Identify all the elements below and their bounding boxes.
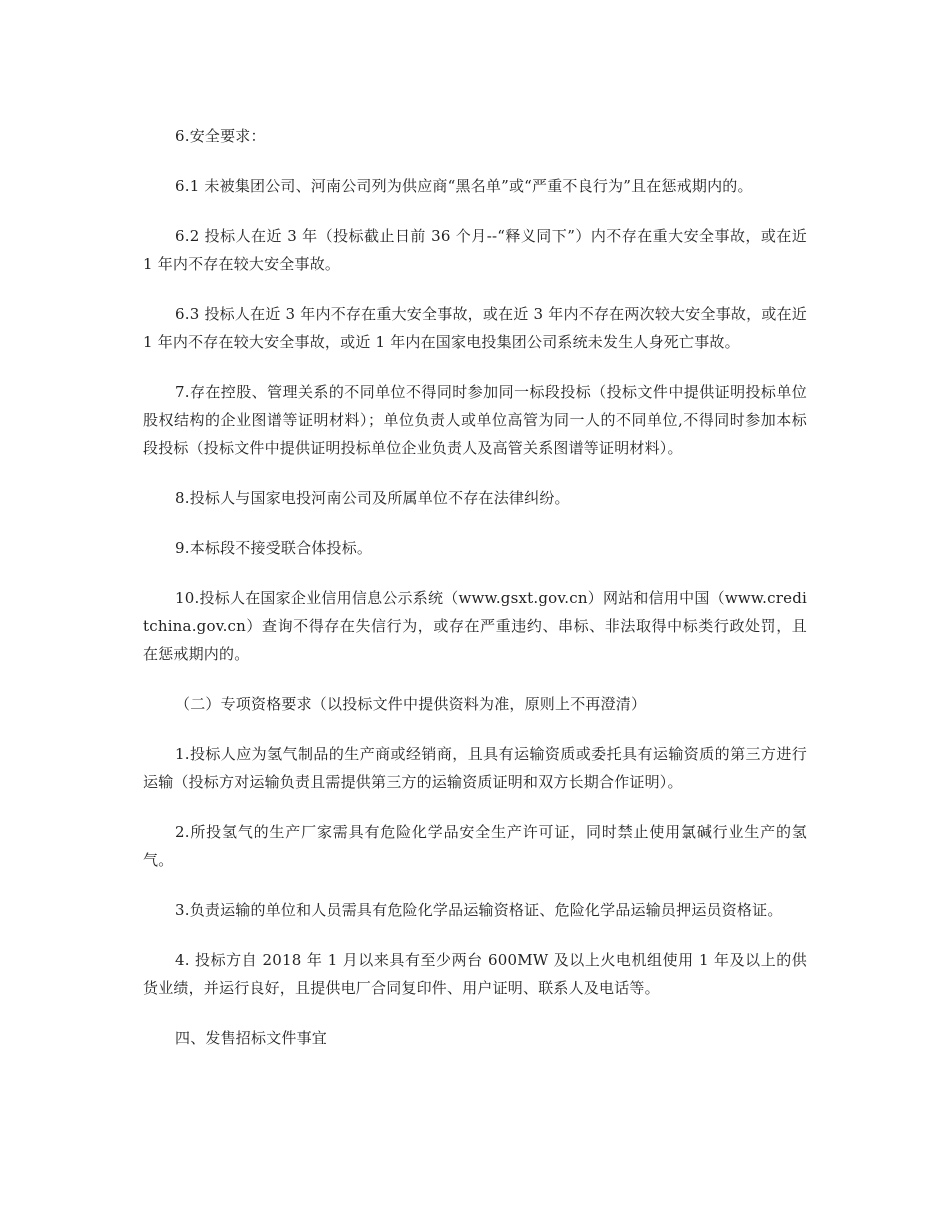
section-four-tender-sale: 四、发售招标文件事宜 xyxy=(175,1029,328,1047)
paragraph-9-no-consortium: 9.本标段不接受联合体投标。 xyxy=(175,539,373,557)
paragraph-10-credit-check: 10.投标人在国家企业信用信息公示系统（www.gsxt.gov.cn）网站和信用中国（www.creditchina.gov.cn）查询不得存在失信行为，或存在严重违约、串标、非法取得中标类行政处罚，且在惩戒期内的。 xyxy=(143,589,807,663)
paragraph-6-safety-requirements: 6.安全要求： xyxy=(175,127,266,145)
paragraph-8-legal-disputes: 8.投标人与国家电投河南公司及所属单位不存在法律纠纷。 xyxy=(175,489,570,507)
document-body xyxy=(143,122,807,1074)
paragraph-special-3-transport: 3.负责运输的单位和人员需具有危险化学品运输资格证、危险化学品运输员押运员资格证。 xyxy=(175,901,783,919)
paragraph-special-1-producer: 1.投标人应为氢气制品的生产商或经销商，且具有运输资质或委托具有运输资质的第三方进行运输（投标方对运输负责且需提供第三方的运输资质证明和双方长期合作证明）。 xyxy=(143,745,807,791)
paragraph-6-3-accidents: 6.3 投标人在近 3 年内不存在重大安全事故，或在近 3 年内不存在两次较大安全事故，或在近 1 年内不存在较大安全事故，或近 1 年内在国家电投集团公司系统未发生人身死亡事故。 xyxy=(143,305,807,351)
paragraph-7-holding-relations: 7.存在控股、管理关系的不同单位不得同时参加同一标段投标（投标文件中提供证明投标单位股权结构的企业图谱等证明材料）；单位负责人或单位高管为同一人的不同单位,不得同时参加本标段投标（投标文件中提供证明投标单位企业负责人及高管关系图谱等证明材料）。 xyxy=(143,383,807,457)
paragraph-6-1-blacklist: 6.1 未被集团公司、河南公司列为供应商“黑名单”或“严重不良行为”且在惩戒期内的。 xyxy=(175,177,753,195)
paragraph-special-2-license: 2.所投氢气的生产厂家需具有危险化学品安全生产许可证，同时禁止使用氯碱行业生产的氢气。 xyxy=(143,823,807,869)
paragraph-6-2-accidents: 6.2 投标人在近 3 年（投标截止日前 36 个月--“释义同下”）内不存在重大安全事故，或在近 1 年内不存在较大安全事故。 xyxy=(143,227,807,273)
section-special-qualifications: （二）专项资格要求（以投标文件中提供资料为准，原则上不再澄清） xyxy=(175,695,647,713)
paragraph-special-4-performance: 4. 投标方自 2018 年 1 月以来具有至少两台 600MW 及以上火电机组使用 1 年及以上的供货业绩，并运行良好，且提供电厂合同复印件、用户证明、联系人及电话等。 xyxy=(143,951,807,997)
